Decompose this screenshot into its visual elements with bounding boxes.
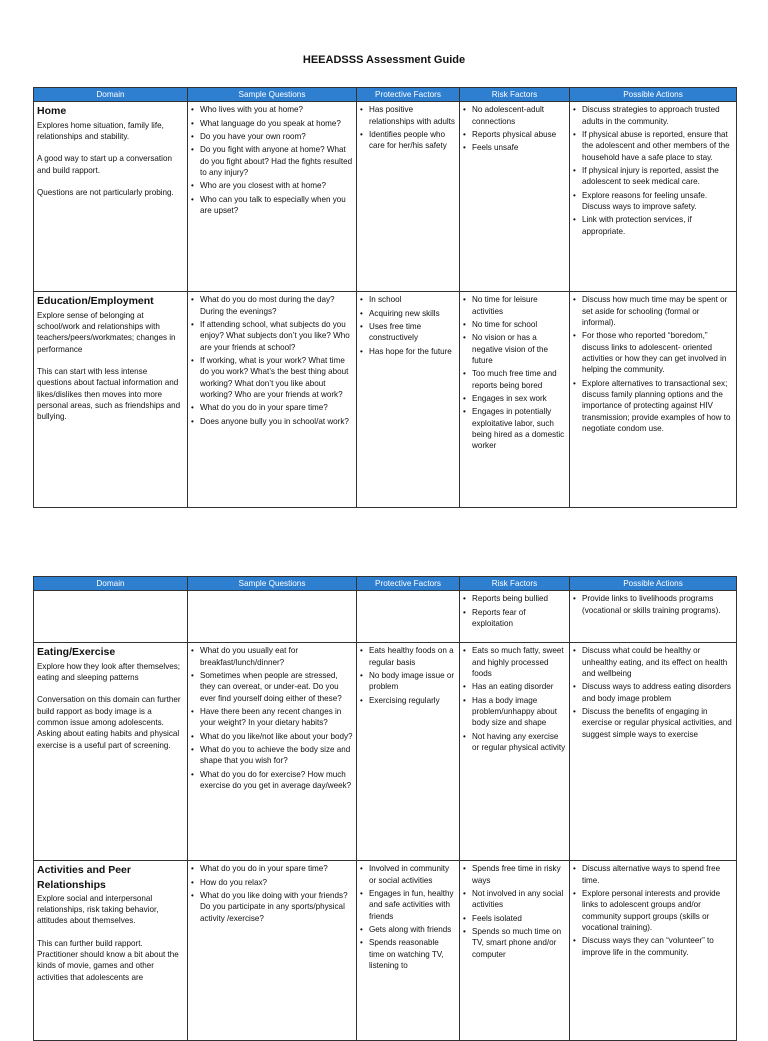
domain-description: Explore social and interpersonal relationships, risk taking behavior, attitudes about themselves. bbox=[37, 893, 159, 926]
bullet-icon: • bbox=[573, 594, 576, 604]
bullet-icon: • bbox=[573, 936, 576, 946]
bullet-icon: • bbox=[191, 707, 194, 717]
list-item bbox=[463, 607, 566, 630]
list-item-text: Discuss the benefits of engaging in exercise or regular physical activities, and suggest simple ways to exercise bbox=[582, 707, 732, 739]
list-item-text: Gets along with friends bbox=[369, 925, 452, 935]
list-item bbox=[191, 144, 353, 178]
list-item bbox=[191, 118, 353, 129]
list-item bbox=[191, 863, 353, 874]
bullet-list bbox=[463, 294, 566, 451]
bullet-icon: • bbox=[573, 864, 576, 874]
list-item bbox=[191, 670, 353, 704]
bullet-icon: • bbox=[360, 322, 363, 332]
bullet-icon: • bbox=[360, 938, 363, 948]
protective-factors-cell bbox=[357, 643, 460, 861]
sample-questions-cell bbox=[188, 292, 357, 508]
bullet-icon: • bbox=[191, 320, 194, 330]
bullet-icon: • bbox=[463, 607, 466, 617]
bullet-icon: • bbox=[191, 295, 194, 305]
list-item bbox=[573, 378, 733, 435]
list-item bbox=[191, 877, 353, 888]
list-item bbox=[191, 744, 353, 767]
bullet-icon: • bbox=[191, 194, 194, 204]
list-item bbox=[573, 104, 733, 127]
list-item-text: What do you like/not like about your body? bbox=[200, 731, 353, 741]
bullet-list bbox=[360, 645, 456, 706]
list-item-text: Discuss what could be healthy or unhealthy eating, and its effect on health and wellbeing bbox=[582, 646, 728, 679]
bullet-icon: • bbox=[463, 143, 466, 153]
domain-cell bbox=[34, 643, 188, 861]
protective-factors-cell bbox=[357, 591, 460, 643]
bullet-list bbox=[191, 863, 353, 924]
list-item bbox=[191, 402, 353, 413]
bullet-icon: • bbox=[360, 646, 363, 656]
list-item bbox=[191, 731, 353, 742]
list-item-text: Explore personal interests and provide links to adolescent groups and/or community support groups (skills or vocational training). bbox=[582, 889, 721, 933]
bullet-icon: • bbox=[463, 407, 466, 417]
list-item-text: Who lives with you at home? bbox=[200, 105, 304, 115]
assessment-table-1 bbox=[33, 87, 737, 508]
list-item bbox=[463, 129, 566, 140]
list-item bbox=[360, 670, 456, 693]
list-item-text: No vision or has a negative vision of the future bbox=[472, 333, 549, 366]
list-item-text: What language do you speak at home? bbox=[200, 118, 341, 128]
list-item-text: No time for leisure activities bbox=[472, 295, 538, 316]
table-row bbox=[34, 861, 737, 1041]
bullet-icon: • bbox=[463, 889, 466, 899]
list-item bbox=[463, 368, 566, 391]
bullet-list bbox=[573, 593, 733, 616]
bullet-icon: • bbox=[573, 215, 576, 225]
list-item-text: Discuss how much time may be spent or set aside for schooling (formal or informal). bbox=[582, 295, 728, 328]
list-item bbox=[463, 332, 566, 366]
list-item-text: Feels isolated bbox=[472, 913, 522, 923]
domain-description: Questions are not particularly probing. bbox=[37, 187, 174, 197]
list-item-text: No time for school bbox=[472, 320, 538, 330]
bullet-icon: • bbox=[463, 333, 466, 343]
header-protective-factors: Protective Factors bbox=[357, 88, 460, 102]
domain-name: Activities and Peer Relationships bbox=[37, 864, 131, 891]
bullet-icon: • bbox=[360, 925, 363, 935]
bullet-icon: • bbox=[360, 864, 363, 874]
list-item-text: Eats so much fatty, sweet and highly processed foods bbox=[472, 646, 564, 679]
domain-cell bbox=[34, 591, 188, 643]
bullet-list bbox=[360, 294, 456, 357]
bullet-icon: • bbox=[360, 346, 363, 356]
list-item-text: No adolescent-adult connections bbox=[472, 105, 544, 126]
header-risk-factors: Risk Factors bbox=[460, 577, 570, 591]
list-item bbox=[463, 294, 566, 317]
list-item bbox=[360, 129, 456, 152]
list-item-text: If physical injury is reported, assist the adolescent to seek medical care. bbox=[582, 166, 719, 187]
list-item-text: Reports physical abuse bbox=[472, 130, 557, 140]
bullet-icon: • bbox=[191, 181, 194, 191]
list-item-text: Do you have your own room? bbox=[200, 132, 306, 142]
bullet-list bbox=[360, 863, 456, 971]
list-item-text: Link with protection services, if appropriate. bbox=[582, 215, 692, 236]
bullet-icon: • bbox=[573, 105, 576, 115]
possible-actions-cell bbox=[570, 292, 737, 508]
list-item-text: Reports being bullied bbox=[472, 594, 549, 604]
domain-description: This can start with less intense questions about factual information and likes/dislikes then moves into more personal areas, such as friendships and bullying. bbox=[37, 366, 181, 422]
list-item-text: Spends reasonable time on watching TV, listening to bbox=[369, 938, 444, 971]
list-item-text: What do you usually eat for breakfast/lunch/dinner? bbox=[200, 646, 299, 667]
list-item bbox=[463, 406, 566, 451]
list-item bbox=[463, 681, 566, 692]
table-row bbox=[34, 643, 737, 861]
list-item-text: Explore alternatives to transactional sex; discuss family planning options and the importance of protecting against HIV transmission; provide examples of how to negotiate condom use. bbox=[582, 378, 731, 434]
bullet-icon: • bbox=[573, 707, 576, 717]
list-item-text: Engages in potentially exploitative labor, such being hired as a domestic worker bbox=[472, 407, 565, 451]
list-item bbox=[463, 863, 566, 886]
domain-name: Eating/Exercise bbox=[37, 646, 116, 659]
bullet-list bbox=[463, 863, 566, 960]
bullet-icon: • bbox=[573, 331, 576, 341]
bullet-list bbox=[191, 104, 353, 216]
bullet-icon: • bbox=[463, 864, 466, 874]
list-item bbox=[573, 330, 733, 375]
list-item bbox=[463, 142, 566, 153]
bullet-icon: • bbox=[463, 369, 466, 379]
header-possible-actions: Possible Actions bbox=[570, 88, 737, 102]
possible-actions-cell bbox=[570, 861, 737, 1041]
bullet-icon: • bbox=[573, 130, 576, 140]
table-header-row bbox=[34, 88, 737, 102]
list-item bbox=[573, 863, 733, 886]
domain-cell bbox=[34, 102, 188, 292]
list-item bbox=[191, 104, 353, 115]
list-item-text: Discuss alternative ways to spend free time. bbox=[582, 864, 721, 885]
bullet-list bbox=[573, 863, 733, 958]
list-item-text: Has positive relationships with adults bbox=[369, 105, 455, 126]
bullet-icon: • bbox=[191, 891, 194, 901]
list-item-text: No body image issue or problem bbox=[369, 671, 455, 692]
risk-factors-cell bbox=[460, 102, 570, 292]
list-item-text: Engages in fun, healthy and safe activities with friends bbox=[369, 889, 454, 921]
domain-description: Conversation on this domain can further build rapport as body image is a common issue among adolescents. Asking about eating habits and physical exercise is a useful part of screening. bbox=[37, 695, 181, 750]
list-item bbox=[360, 294, 456, 305]
bullet-icon: • bbox=[573, 889, 576, 899]
list-item bbox=[463, 926, 566, 960]
list-item bbox=[191, 416, 353, 427]
domain-name: Education/Employment bbox=[37, 295, 154, 308]
bullet-list bbox=[360, 104, 456, 151]
list-item bbox=[191, 890, 353, 924]
list-item bbox=[463, 695, 566, 729]
list-item-text: If working, what is your work? What time do you work? What’s the best thing about working? What don’t you like about working? Who are your friends at work? bbox=[200, 356, 349, 400]
sample-questions-cell bbox=[188, 102, 357, 292]
domain-name: Home bbox=[37, 105, 67, 118]
sample-questions-cell bbox=[188, 861, 357, 1041]
list-item-text: Do you fight with anyone at home? What do you fight about? Had the fights resulted to any injury? bbox=[200, 145, 353, 178]
bullet-icon: • bbox=[463, 320, 466, 330]
list-item-text: Have there been any recent changes in your weight? In your dietary habits? bbox=[200, 707, 342, 728]
list-item-text: Involved in community or social activities bbox=[369, 864, 450, 885]
list-item-text: Sometimes when people are stressed, they can overeat, or under-eat. Do you ever find yourself doing either of these? bbox=[200, 671, 342, 703]
bullet-icon: • bbox=[463, 130, 466, 140]
bullet-icon: • bbox=[191, 118, 194, 128]
domain-description: Explore how they look after themselves; eating and sleeping patterns bbox=[37, 661, 181, 682]
assessment-table-2 bbox=[33, 576, 737, 1041]
bullet-list bbox=[463, 593, 566, 629]
bullet-icon: • bbox=[360, 105, 363, 115]
list-item-text: In school bbox=[369, 295, 402, 305]
list-item bbox=[463, 645, 566, 679]
bullet-icon: • bbox=[191, 403, 194, 413]
bullet-icon: • bbox=[191, 877, 194, 887]
list-item bbox=[360, 695, 456, 706]
list-item bbox=[191, 131, 353, 142]
bullet-icon: • bbox=[573, 682, 576, 692]
bullet-icon: • bbox=[463, 682, 466, 692]
bullet-icon: • bbox=[573, 166, 576, 176]
list-item-text: Acquiring new skills bbox=[369, 308, 440, 318]
list-item-text: What do you to achieve the body size and shape that you wish for? bbox=[200, 745, 351, 766]
header-possible-actions: Possible Actions bbox=[570, 577, 737, 591]
risk-factors-cell bbox=[460, 591, 570, 643]
header-protective-factors: Protective Factors bbox=[357, 577, 460, 591]
list-item bbox=[573, 935, 733, 958]
table-header-row bbox=[34, 577, 737, 591]
list-item bbox=[191, 355, 353, 400]
list-item bbox=[463, 104, 566, 127]
table-row bbox=[34, 292, 737, 508]
bullet-icon: • bbox=[573, 646, 576, 656]
list-item bbox=[573, 706, 733, 740]
list-item-text: For those who reported “boredom,” discuss links to adolescent- oriented activities or how they can get involved in helping the community. bbox=[582, 331, 727, 375]
header-sample-questions: Sample Questions bbox=[188, 88, 357, 102]
bullet-icon: • bbox=[463, 394, 466, 404]
bullet-list bbox=[191, 645, 353, 791]
bullet-list bbox=[573, 294, 733, 434]
list-item-text: Has an eating disorder bbox=[472, 682, 554, 692]
list-item-text: What do you do most during the day? During the evenings? bbox=[200, 295, 335, 316]
domain-cell bbox=[34, 861, 188, 1041]
list-item bbox=[191, 180, 353, 191]
list-item-text: Discuss ways to address eating disorders and body image problem bbox=[582, 682, 731, 703]
bullet-icon: • bbox=[191, 145, 194, 155]
list-item-text: Not involved in any social activities bbox=[472, 889, 564, 910]
bullet-list bbox=[573, 645, 733, 740]
risk-factors-cell bbox=[460, 643, 570, 861]
possible-actions-cell bbox=[570, 591, 737, 643]
bullet-icon: • bbox=[191, 731, 194, 741]
list-item-text: Identifies people who care for her/his safety bbox=[369, 130, 447, 151]
list-item bbox=[463, 593, 566, 604]
list-item bbox=[360, 937, 456, 971]
list-item-text: If attending school, what subjects do you enjoy? What subjects don’t you like? Who are your friends at school? bbox=[200, 320, 350, 352]
bullet-icon: • bbox=[191, 745, 194, 755]
bullet-icon: • bbox=[573, 295, 576, 305]
list-item-text: Reports fear of exploitation bbox=[472, 607, 526, 629]
list-item bbox=[191, 319, 353, 353]
bullet-icon: • bbox=[463, 594, 466, 604]
list-item-text: Uses free time constructively bbox=[369, 322, 422, 343]
list-item bbox=[573, 645, 733, 679]
list-item-text: Provide links to livelihoods programs (vocational or skills training programs). bbox=[582, 594, 721, 615]
bullet-list bbox=[463, 645, 566, 753]
list-item bbox=[360, 104, 456, 127]
bullet-icon: • bbox=[191, 769, 194, 779]
header-domain: Domain bbox=[34, 577, 188, 591]
list-item bbox=[573, 190, 733, 213]
protective-factors-cell bbox=[357, 102, 460, 292]
list-item bbox=[360, 308, 456, 319]
list-item-text: Too much free time and reports being bored bbox=[472, 369, 557, 390]
possible-actions-cell bbox=[570, 102, 737, 292]
sample-questions-cell bbox=[188, 643, 357, 861]
list-item-text: Does anyone bully you in school/at work? bbox=[200, 416, 349, 426]
list-item bbox=[360, 346, 456, 357]
bullet-list bbox=[463, 104, 566, 153]
list-item-text: Engages in sex work bbox=[472, 394, 547, 404]
list-item-text: What do you do in your spare time? bbox=[200, 864, 328, 874]
protective-factors-cell bbox=[357, 861, 460, 1041]
table-body bbox=[34, 102, 737, 508]
list-item bbox=[191, 769, 353, 792]
bullet-icon: • bbox=[191, 105, 194, 115]
list-item bbox=[191, 294, 353, 317]
bullet-icon: • bbox=[360, 671, 363, 681]
list-item bbox=[573, 214, 733, 237]
table-row bbox=[34, 102, 737, 292]
bullet-icon: • bbox=[191, 416, 194, 426]
page-title: HEEADSSS Assessment Guide bbox=[302, 54, 466, 66]
list-item-text: Who are you closest with at home? bbox=[200, 181, 326, 191]
list-item-text: Has a body image problem/unhappy about body size and shape bbox=[472, 695, 558, 728]
bullet-icon: • bbox=[191, 132, 194, 142]
bullet-icon: • bbox=[463, 105, 466, 115]
header-domain: Domain bbox=[34, 88, 188, 102]
header-risk-factors: Risk Factors bbox=[460, 88, 570, 102]
list-item bbox=[573, 165, 733, 188]
domain-description: Explore sense of belonging at school/work and relationships with teachers/peers/workmates; changes in performance bbox=[37, 310, 176, 354]
list-item bbox=[573, 129, 733, 163]
list-item bbox=[360, 924, 456, 935]
domain-description: This can further build rapport. Practitioner should know a bit about the kinds of movie, games and other activities that adolescents are bbox=[37, 938, 179, 982]
risk-factors-cell bbox=[460, 292, 570, 508]
list-item-text: What do you like doing with your friends? Do you participate in any sports/physical activity /exercise? bbox=[200, 891, 348, 923]
possible-actions-cell bbox=[570, 643, 737, 861]
list-item bbox=[463, 888, 566, 911]
domain-description: A good way to start up a conversation and build rapport. bbox=[37, 154, 172, 175]
list-item bbox=[191, 645, 353, 668]
list-item bbox=[360, 888, 456, 922]
list-item-text: What do you do in your spare time? bbox=[200, 403, 328, 413]
bullet-icon: • bbox=[463, 913, 466, 923]
list-item-text: Has hope for the future bbox=[369, 346, 452, 356]
risk-factors-cell bbox=[460, 861, 570, 1041]
bullet-icon: • bbox=[191, 671, 194, 681]
protective-factors-cell bbox=[357, 292, 460, 508]
list-item-text: Eats healthy foods on a regular basis bbox=[369, 646, 454, 667]
list-item-text: What do you do for exercise? How much exercise do you get in average day/week? bbox=[200, 769, 352, 791]
bullet-icon: • bbox=[360, 308, 363, 318]
bullet-list bbox=[573, 104, 733, 237]
bullet-icon: • bbox=[191, 864, 194, 874]
list-item-text: Not having any exercise or regular physical activity bbox=[472, 731, 566, 753]
bullet-icon: • bbox=[463, 927, 466, 937]
list-item-text: How do you relax? bbox=[200, 877, 268, 887]
list-item-text: Explore reasons for feeling unsafe. Discuss ways to improve safety. bbox=[582, 190, 708, 212]
bullet-icon: • bbox=[463, 295, 466, 305]
list-item bbox=[573, 888, 733, 933]
list-item bbox=[463, 731, 566, 754]
list-item bbox=[191, 706, 353, 729]
bullet-icon: • bbox=[360, 889, 363, 899]
list-item-text: Exercising regularly bbox=[369, 695, 440, 705]
table-body bbox=[34, 591, 737, 1041]
bullet-icon: • bbox=[463, 731, 466, 741]
list-item bbox=[191, 194, 353, 217]
list-item-text: Discuss ways they can “volunteer” to improve life in the community. bbox=[582, 936, 714, 957]
bullet-icon: • bbox=[573, 190, 576, 200]
list-item bbox=[463, 393, 566, 404]
list-item bbox=[360, 645, 456, 668]
list-item bbox=[360, 863, 456, 886]
list-item-text: If physical abuse is reported, ensure that the adolescent and other members of the household have a safe place to stay. bbox=[582, 130, 730, 162]
bullet-icon: • bbox=[463, 695, 466, 705]
list-item bbox=[463, 913, 566, 924]
list-item bbox=[573, 681, 733, 704]
list-item-text: Discuss strategies to approach trusted adults in the community. bbox=[582, 105, 720, 126]
bullet-icon: • bbox=[360, 695, 363, 705]
list-item bbox=[360, 321, 456, 344]
list-item bbox=[573, 294, 733, 328]
domain-description: Explores home situation, family life, relationships and stability. bbox=[37, 120, 164, 141]
list-item-text: Feels unsafe bbox=[472, 143, 519, 153]
sample-questions-cell bbox=[188, 591, 357, 643]
list-item bbox=[573, 593, 733, 616]
list-item-text: Spends so much time on TV, smart phone and/or computer bbox=[472, 927, 562, 959]
bullet-icon: • bbox=[573, 378, 576, 388]
bullet-icon: • bbox=[360, 295, 363, 305]
bullet-icon: • bbox=[191, 646, 194, 656]
bullet-icon: • bbox=[463, 646, 466, 656]
list-item-text: Who can you talk to especially when you are upset? bbox=[200, 194, 346, 216]
header-sample-questions: Sample Questions bbox=[188, 577, 357, 591]
list-item bbox=[463, 319, 566, 330]
domain-cell bbox=[34, 292, 188, 508]
bullet-icon: • bbox=[360, 130, 363, 140]
bullet-list bbox=[191, 294, 353, 427]
table-row bbox=[34, 591, 737, 643]
bullet-icon: • bbox=[191, 356, 194, 366]
list-item-text: Spends free time in risky ways bbox=[472, 864, 561, 885]
